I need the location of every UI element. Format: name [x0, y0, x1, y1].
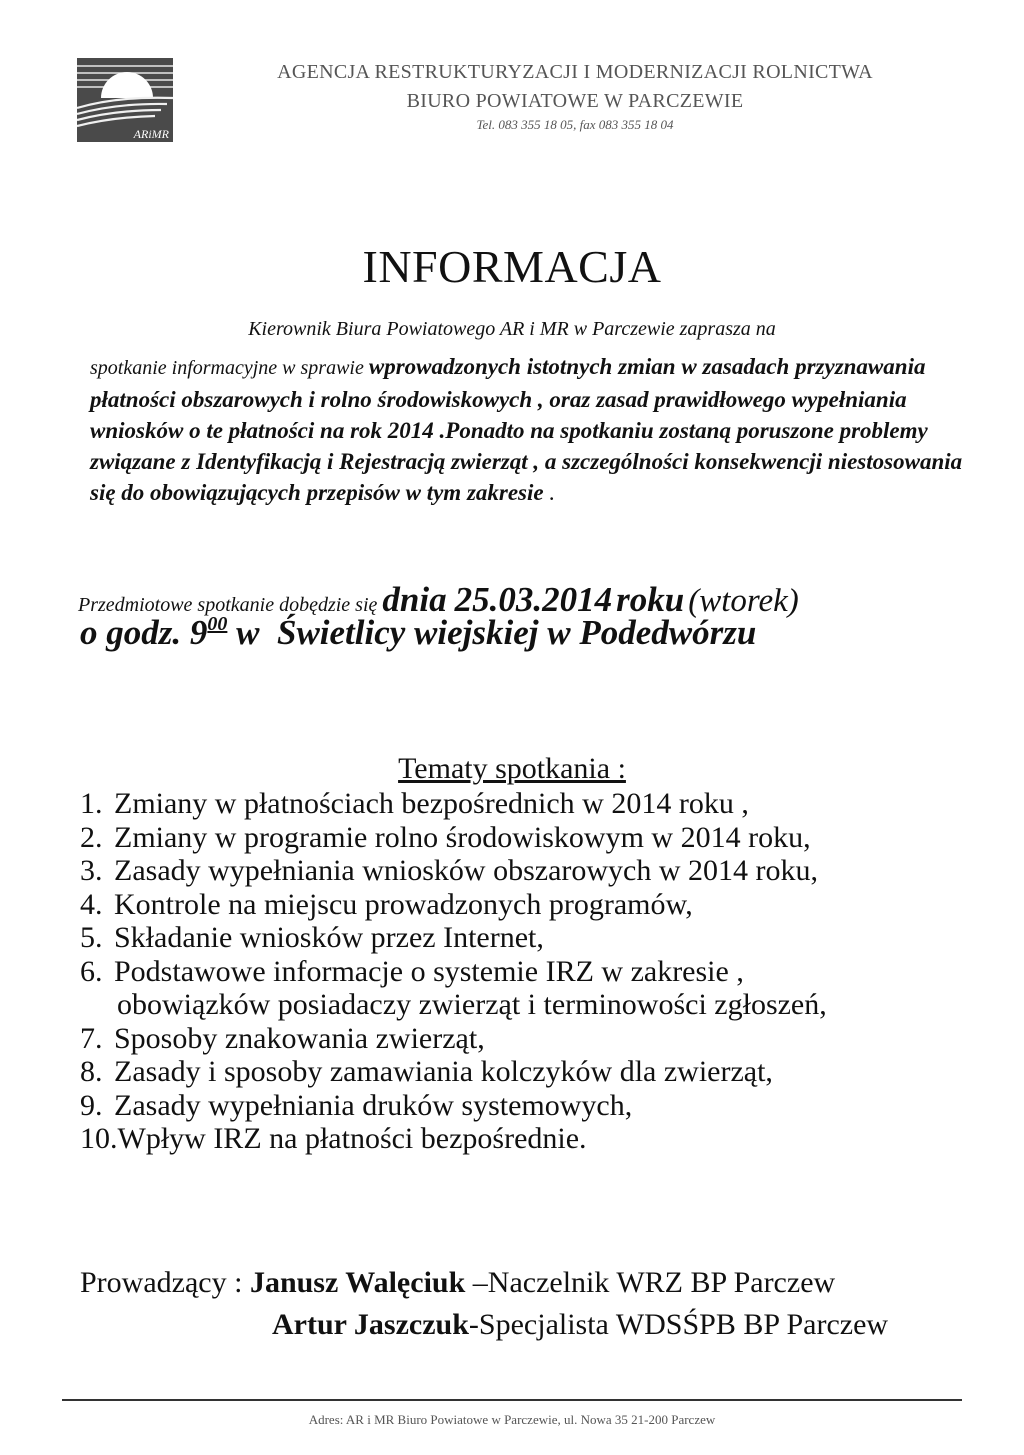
leaders-label: Prowadzący :: [80, 1266, 250, 1299]
leader-1-role: –Naczelnik WRZ BP Parczew: [465, 1266, 836, 1299]
meeting-time-place-line: o godz. $9^{00}$ w Świetlicy wiejskiej w Podedwórzu: [80, 613, 757, 652]
intro-line: Kierownik Biura Powiatowego AR i MR w Parczewie zaprasza na: [248, 318, 776, 340]
office-name: BIURO POWIATOWE W PARCZEWIE: [406, 90, 744, 112]
leader-1: [80, 1266, 835, 1300]
svg-text:ARiMR: ARiMR: [133, 127, 169, 141]
footer-address: Adres: AR i MR Biuro Powiatowe w Parczewie, ul. Nowa 35 21-200 Parczew: [308, 1412, 716, 1427]
list-item: 7. Sposoby znakowania zwierząt,: [80, 1021, 485, 1055]
list-item: 1. Zmiany w płatnościach bezpośrednich w 2014 roku ,: [80, 787, 749, 820]
leader-2: [272, 1308, 888, 1342]
intro-end: .: [543, 480, 556, 505]
leader-1-name: Janusz Walęciuk: [249, 1266, 466, 1299]
contact-info: Tel. 083 355 18 05, fax 083 355 18 04: [476, 117, 674, 132]
list-item: 3. Zasady wypełniania wniosków obszarowych w 2014 roku,: [80, 854, 819, 887]
leader-2-role: -Specjalista WDSŚPB BP Parczew: [468, 1308, 889, 1341]
meeting-place: Świetlicy wiejskiej w Podedwórzu: [276, 613, 757, 652]
list-item: 4. Kontrole na miejscu prowadzonych programów,: [80, 887, 693, 921]
intro-bold: wprowadzonych istotnych zmian w zasadach przyznawania płatności obszarowych i rolno środowiskowych , oraz zasad prawidłowego wypełniania wniosków o te płatności na rok 2014 .Ponadto na spotkaniu zostaną poruszone problemy związane z Identyfikacją i Rejestracją zwierząt , a szczególności konsekwencji niestosowania się do obowiązujących przepisów w tym zakresie: [90, 354, 963, 505]
intro-lead: spotkanie informacyjne w sprawie: [90, 357, 369, 379]
intro-paragraph: [90, 351, 970, 508]
list-item: 9. Zasady wypełniania druków systemowych,: [80, 1088, 633, 1122]
page-title: INFORMACJA: [362, 241, 662, 292]
meeting-weekday: (wtorek): [688, 583, 799, 619]
logo-graphic-icon: [77, 58, 173, 142]
list-item-continuation: obowiązków posiadaczy zwierząt i terminowości zgłoszeń,: [117, 988, 827, 1021]
list-item: 5. Składanie wniosków przez Internet,: [80, 921, 544, 954]
meeting-year-word: roku: [616, 580, 685, 619]
arimr-logo: [77, 58, 173, 142]
meeting-date: 25.03.2014: [454, 580, 613, 619]
agency-name: AGENCJA RESTRUKTURYZACJI I MODERNIZACJI ROLNICTWA: [277, 61, 873, 83]
topics-heading: Tematy spotkania :: [398, 752, 626, 785]
list-item: 2. Zmiany w programie rolno środowiskowym w 2014 roku,: [80, 820, 811, 854]
footer-divider: [62, 1399, 962, 1401]
meeting-prefix: Przedmiotowe spotkanie dobędzie się: [78, 594, 383, 616]
list-item: 8. Zasady i sposoby zamawiania kolczyków dla zwierząt,: [80, 1055, 773, 1088]
list-item: 10.Wpływ IRZ na płatności bezpośrednie.: [80, 1122, 587, 1155]
meeting-day-word: dnia: [382, 580, 447, 619]
list-item: 6. Podstawowe informacje o systemie IRZ w zakresie ,: [80, 954, 744, 988]
meeting-time: o godz. $9^{00}$: [80, 613, 228, 652]
leader-2-name: Artur Jaszczuk: [272, 1308, 469, 1341]
topics-list: [80, 787, 980, 1156]
